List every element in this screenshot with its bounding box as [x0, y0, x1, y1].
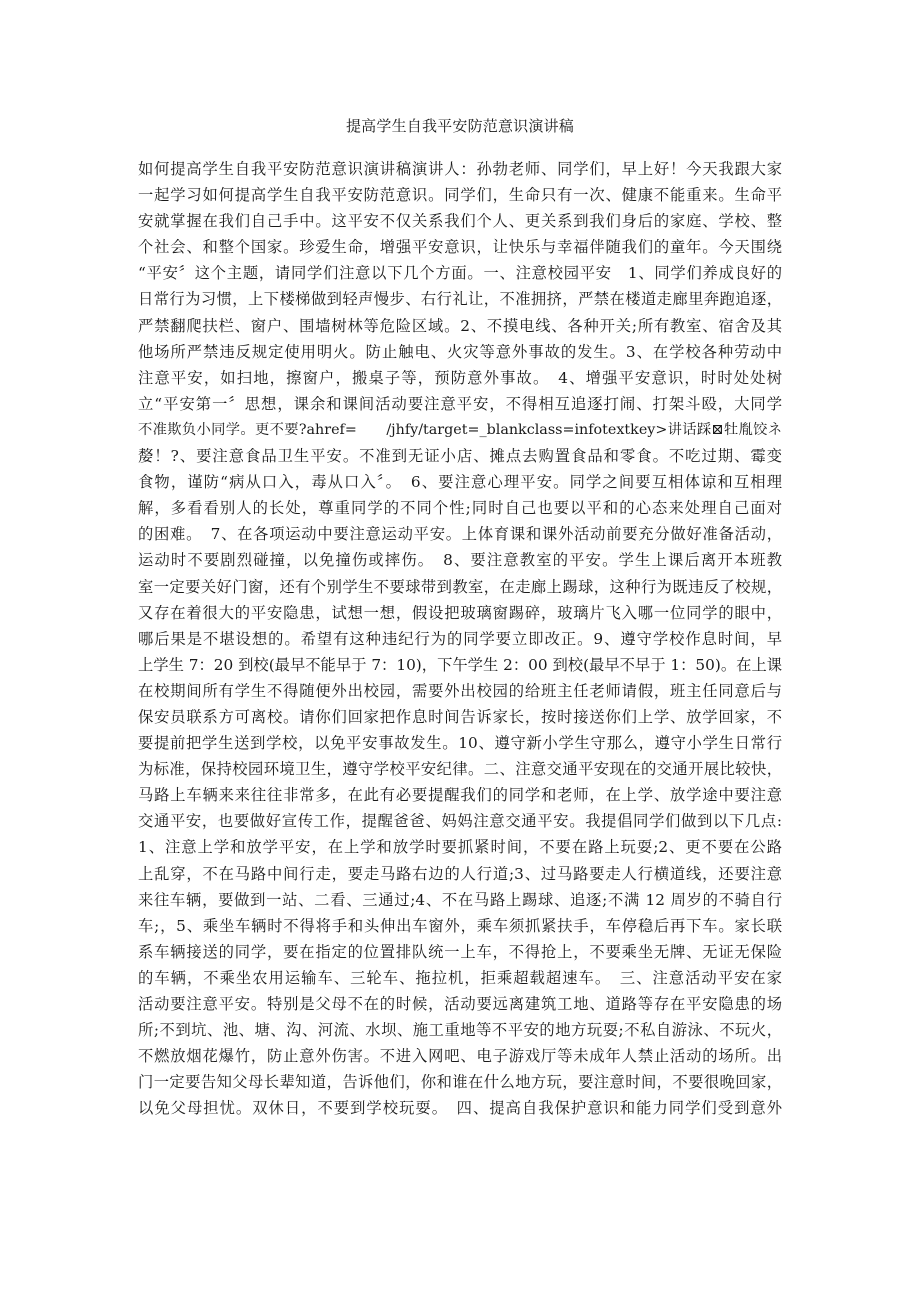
- paragraph-line: 日常行为习惯，上下楼梯做到轻声慢步、右行礼让，不准拥挤，严禁在楼道走廊里奔跑追逐，: [138, 290, 782, 309]
- paragraph-line: 又存在着很大的平安隐患，试想一想，假设把玻璃窗踢碎，玻璃片飞入哪一位同学的眼中，: [138, 603, 782, 622]
- paragraph-line: 以免父母担忧。双休日，不要到学校玩耍。 四、提高自我保护意识和能力同学们受到意外: [138, 1099, 782, 1118]
- paragraph-line: 解，多看看别人的长处，尊重同学的不同个性;同时自己也要以平和的心态来处理自己面对: [138, 499, 782, 518]
- paragraph-line: 哪后果是不堪设想的。希望有这种违纪行为的同学要立即改正。9、遵守学校作息时间，早: [138, 629, 782, 648]
- paragraph-line: 活动要注意平安。特别是父母不在的时候，活动要远离建筑工地、道路等存在平安隐患的场: [138, 995, 782, 1013]
- paragraph-line: “平安〞这个主题，请同学们注意以下几个方面。一、注意校园平安 1、同学们养成良好的: [138, 264, 782, 283]
- paragraph-line: 来往车辆，要做到一站、二看、三通过;4、不在马路上踢球、追逐;不满 12 周岁的不骑自行: [138, 890, 782, 909]
- paragraph-line: 上学生 7：20 到校(最早不能早于 7：10)，下午学生 2：00 到校(最早不早于 1：50)。在上课: [138, 655, 782, 674]
- paragraph-line: 运动时不要剧烈碰撞，以免撞伤或摔伤。 8、要注意教室的平安。学生上课后离开本班教: [138, 551, 782, 570]
- paragraph-line: 不燃放烟花爆竹，防止意外伤害。不进入网吧、电子游戏厅等未成年人禁止活动的场所。出: [138, 1047, 782, 1066]
- paragraph-line: 所;不到坑、池、塘、沟、河流、水坝、施工重地等不平安的地方玩耍;不私自游泳、不玩火，: [138, 1021, 782, 1040]
- paragraph-line: 不准欺负小同学。更不要?ahref= /jhfy/target=_blankclass=infotextkey>讲话踩⊠牡胤饺ネ: [138, 421, 782, 438]
- paragraph-line: 一起学习如何提高学生自我平安防范意识。同学们，生命只有一次、健康不能重来。生命平: [138, 186, 782, 205]
- paragraph-line: 马路上车辆来来往往非常多，在此有必要提醒我们的同学和老师，在上学、放学途中要注意: [138, 786, 782, 805]
- paragraph-line: 室一定要关好门窗，还有个别学生不要球带到教室，在走廊上踢球，这种行为既违反了校规，: [138, 577, 782, 596]
- paragraph-line: 1、注意上学和放学平安，在上学和放学时要抓紧时间，不要在路上玩耍;2、更不要在公路: [138, 838, 782, 857]
- paragraph-line: 车;，5、乘坐车辆时不得将手和头伸出车窗外，乘车须抓紧扶手，车停稳后再下车。家长联: [138, 916, 782, 935]
- paragraph-line: 立“平安第一〞思想，课余和课间活动要注意平安，不得相互追逐打闹、打架斗殴，大同学: [138, 394, 782, 413]
- paragraph-line: 为标准，保持校园环境卫生，遵守学校平安纪律。二、注意交通平安现在的交通开展比较快，: [138, 760, 782, 779]
- paragraph-line: 他场所严禁违反规定使用明火。防止触电、火灾等意外事故的发生。3、在学校各种劳动中: [138, 342, 782, 361]
- paragraph-line: 要提前把学生送到学校，以免平安事故发生。10、遵守新小学生守那么，遵守小学生日常行: [138, 734, 782, 753]
- paragraph-line: 保安员联系方可离校。请你们回家把作息时间告诉家长，按时接送你们上学、放学回家，不: [138, 707, 782, 726]
- document-body: [138, 156, 782, 1121]
- paragraph-line: 系车辆接送的同学，要在指定的位置排队统一上车，不得抢上，不要乘坐无牌、无证无保险: [138, 942, 782, 961]
- paragraph-line: 安就掌握在我们自己手中。这平安不仅关系我们个人、更关系到我们身后的家庭、学校、整: [138, 212, 782, 231]
- paragraph-line: 在校期间所有学生不得随便外出校园，需要外出校园的给班主任老师请假，班主任同意后与: [138, 681, 782, 700]
- paragraph-line: 注意平安，如扫地，擦窗户，搬桌子等，预防意外事故。 4、增强平安意识，时时处处树: [138, 368, 782, 387]
- paragraph-line: 上乱穿，不在马路中间行走，要走马路右边的人行道;3、过马路要走人行横道线，还要注意: [138, 864, 782, 883]
- paragraph-line: 的车辆，不乘坐农用运输车、三轮车、拖拉机，拒乘超载超速车。 三、注意活动平安在家: [138, 968, 782, 987]
- paragraph-line: 交通平安，也要做好宣传工作，提醒爸爸、妈妈注意交通平安。我提倡同学们做到以下几点:: [138, 812, 782, 831]
- paragraph-line: 个社会、和整个国家。珍爱生命，增强平安意识，让快乐与幸福伴随我们的童年。今天围绕: [138, 238, 782, 257]
- document-title: 提高学生自我平安防范意识演讲稿: [345, 117, 574, 135]
- paragraph-line: 如何提高学生自我平安防范意识演讲稿演讲人：孙勃老师、同学们，早上好！今天我跟大家: [138, 160, 782, 178]
- paragraph-line: 食物，谨防“病从口入，毒从口入〞。 6、要注意心理平安。同学之间要互相体谅和互相理: [138, 473, 782, 492]
- paragraph-line: 的困难。 7、在各项运动中要注意运动平安。上体育课和课外活动前要充分做好准备活动，: [138, 525, 782, 544]
- paragraph-line: 嫠！?、要注意食品卫生平安。不准到无证小店、摊点去购置食品和零食。不吃过期、霉变: [138, 447, 782, 466]
- paragraph-line: 门一定要告知父母长辈知道，告诉他们，你和谁在什么地方玩，要注意时间，不要很晚回家，: [138, 1073, 782, 1092]
- paragraph-line: 严禁翻爬扶栏、窗户、围墙树林等危险区域。2、不摸电线、各种开关;所有教室、宿舍及其: [138, 316, 782, 335]
